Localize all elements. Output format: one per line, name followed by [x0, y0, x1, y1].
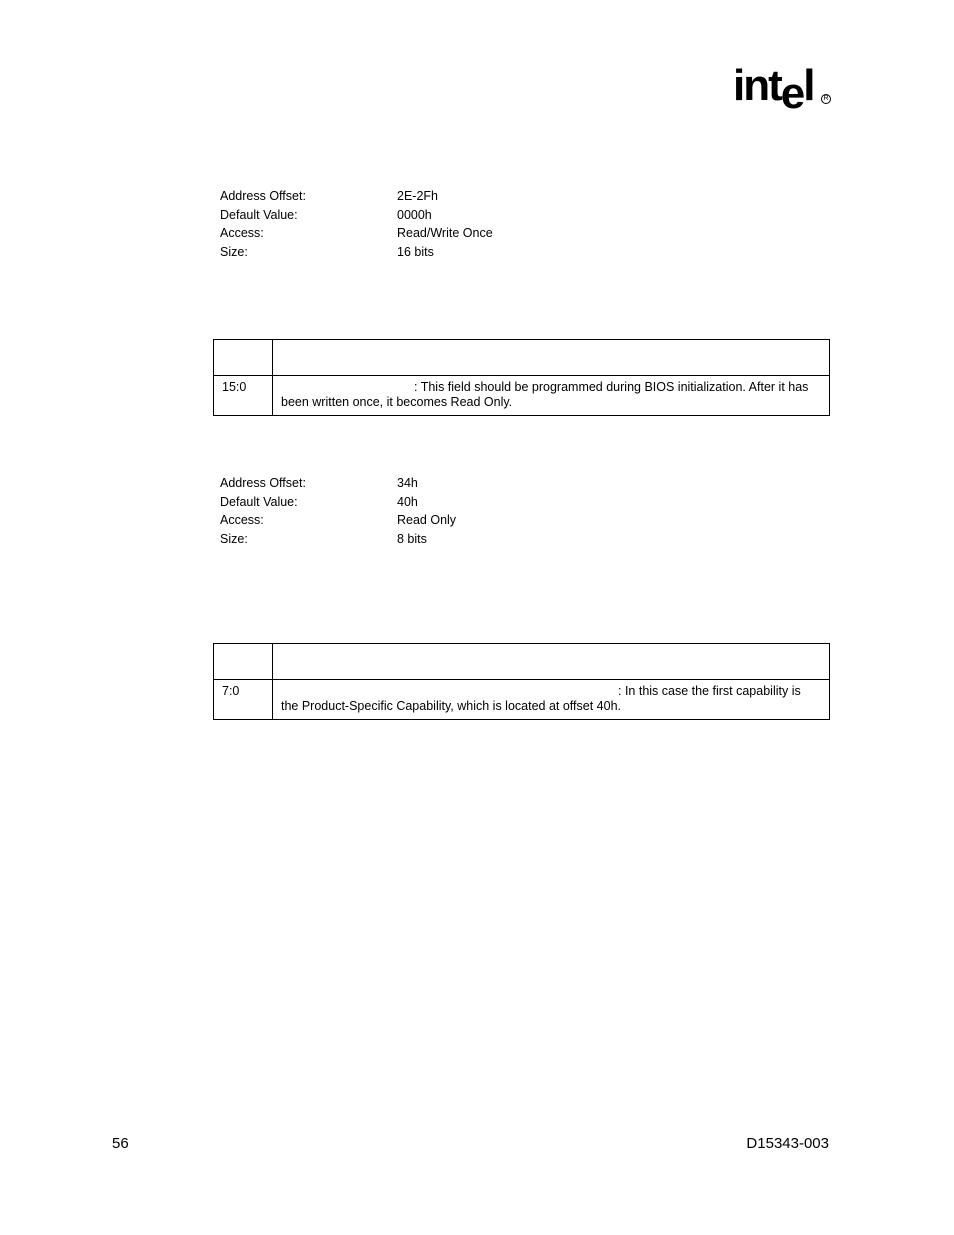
table-header-row: [214, 644, 830, 680]
description-text: : In this case the first capability is the Product-Specific Capability, which is located at offset 40h.: [281, 684, 801, 713]
registered-mark-icon: R: [821, 94, 831, 104]
bit-cell: 7:0: [214, 680, 273, 720]
description-header-cell: [273, 340, 830, 376]
register2-bit-table: [213, 643, 830, 720]
property-label: Default Value:: [220, 494, 298, 509]
property-label: Access:: [220, 513, 264, 528]
description-cell: [273, 680, 830, 720]
property-label: Size:: [220, 244, 248, 259]
property-value: 40h: [397, 494, 418, 509]
property-value: 34h: [397, 476, 418, 490]
property-value: 0000h: [397, 207, 432, 222]
property-label: Size:: [220, 531, 248, 546]
description-header-cell: [273, 644, 830, 680]
description-cell: [273, 376, 830, 416]
bit-header-cell: [214, 340, 273, 376]
page-number: 56: [112, 1135, 129, 1152]
property-value: Read/Write Once: [397, 226, 493, 241]
register1-bit-table: [213, 339, 830, 416]
property-label: Access:: [220, 226, 264, 241]
property-value: 16 bits: [397, 244, 434, 259]
property-label: Default Value:: [220, 207, 298, 222]
document-id: D15343-003: [746, 1135, 829, 1152]
property-value: 2E-2Fh: [397, 189, 438, 203]
description-text: : This field should be programmed during BIOS initialization. After it has been written once, it becomes Read Only.: [281, 380, 809, 409]
property-value: 8 bits: [397, 531, 427, 546]
table-row: [214, 376, 830, 416]
table-row: [214, 680, 830, 720]
table-header-row: [214, 340, 830, 376]
property-label: Address Offset:: [220, 189, 306, 203]
property-value: Read Only: [397, 513, 457, 528]
intel-logo: [733, 58, 833, 118]
property-label: Address Offset:: [220, 476, 306, 490]
bit-header-cell: [214, 644, 273, 680]
logo-wordmark: intel: [733, 61, 814, 118]
bit-cell: 15:0: [214, 376, 273, 416]
